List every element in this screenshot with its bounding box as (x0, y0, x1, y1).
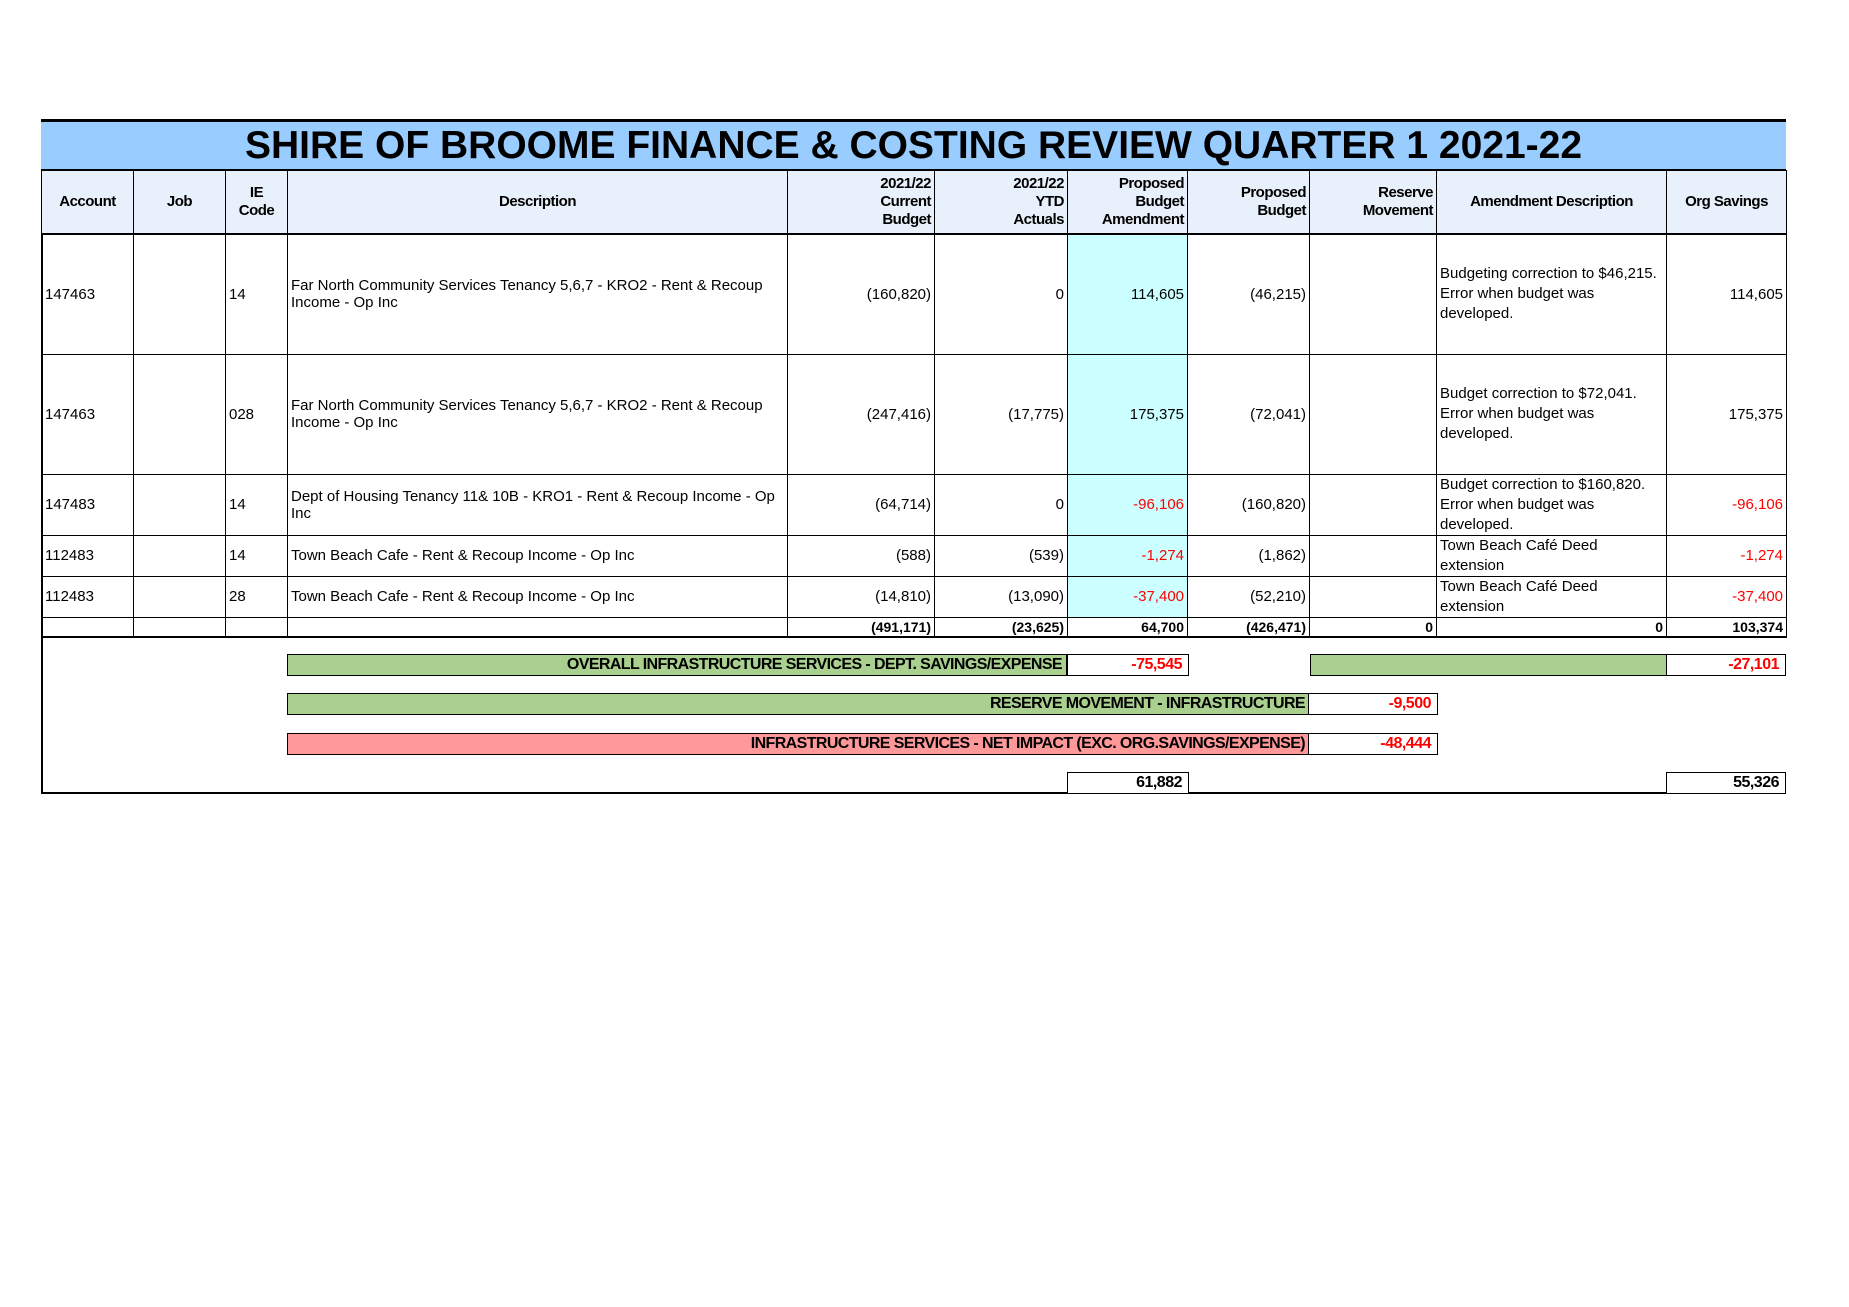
cell-amendment-description[interactable]: Budgeting correction to $46,215. Error when budget was developed. (1437, 234, 1667, 354)
cell-reserve-movement[interactable] (1310, 576, 1437, 617)
cell-empty[interactable] (288, 617, 788, 637)
net-impact-value[interactable]: -48,444 (1308, 733, 1438, 755)
cell-amendment[interactable]: -96,106 (1068, 474, 1188, 535)
total-current-budget[interactable]: (491,171) (788, 617, 935, 637)
cell-reserve-movement[interactable] (1310, 535, 1437, 576)
total-org-savings[interactable]: 103,374 (1667, 617, 1787, 637)
header-proposed-amendment: Proposed Budget Amendment (1068, 171, 1188, 235)
cell-current-budget[interactable]: (64,714) (788, 474, 935, 535)
cell-org-savings[interactable]: -1,274 (1667, 535, 1787, 576)
table-row (42, 576, 1787, 617)
cell-reserve-movement[interactable] (1310, 474, 1437, 535)
overall-savings-value[interactable]: -75,545 (1067, 654, 1189, 676)
cell-org-savings[interactable]: -96,106 (1667, 474, 1787, 535)
cell-ytd-actuals[interactable]: 0 (935, 234, 1068, 354)
overall-org-value[interactable]: -27,101 (1666, 654, 1786, 676)
cell-ytd-actuals[interactable]: (17,775) (935, 354, 1068, 474)
cell-ie-code[interactable]: 14 (226, 535, 288, 576)
cell-amendment[interactable]: 114,605 (1068, 234, 1188, 354)
cell-ie-code[interactable]: 28 (226, 576, 288, 617)
header-row (42, 171, 1787, 235)
cell-job[interactable] (134, 535, 226, 576)
cell-empty[interactable] (42, 617, 134, 637)
cell-proposed-budget[interactable]: (46,215) (1188, 234, 1310, 354)
table-row (42, 535, 1787, 576)
cell-current-budget[interactable]: (160,820) (788, 234, 935, 354)
cell-account[interactable]: 112483 (42, 576, 134, 617)
cell-empty[interactable] (134, 617, 226, 637)
header-proposed-budget: Proposed Budget (1188, 171, 1310, 235)
totals-row (42, 617, 1787, 637)
cell-proposed-budget[interactable]: (52,210) (1188, 576, 1310, 617)
cell-description[interactable]: Town Beach Cafe - Rent & Recoup Income - Op Inc (288, 535, 788, 576)
cell-job[interactable] (134, 474, 226, 535)
table-row (42, 474, 1787, 535)
header-ie-code: IE Code (226, 171, 288, 235)
sheet-title: SHIRE OF BROOME FINANCE & COSTING REVIEW QUARTER 1 2021-22 (41, 119, 1786, 170)
final-amendment-value[interactable]: 61,882 (1067, 772, 1189, 794)
cell-ie-code[interactable]: 14 (226, 474, 288, 535)
header-org-savings: Org Savings (1667, 171, 1787, 235)
cell-amendment-description[interactable]: Budget correction to $72,041. Error when budget was developed. (1437, 354, 1667, 474)
cell-current-budget[interactable]: (588) (788, 535, 935, 576)
cell-amendment[interactable]: -1,274 (1068, 535, 1188, 576)
cell-proposed-budget[interactable]: (160,820) (1188, 474, 1310, 535)
cell-org-savings[interactable]: 114,605 (1667, 234, 1787, 354)
cell-account[interactable]: 147483 (42, 474, 134, 535)
cell-ytd-actuals[interactable]: 0 (935, 474, 1068, 535)
net-impact-label: INFRASTRUCTURE SERVICES - NET IMPACT (EXC. ORG.SAVINGS/EXPENSE) (287, 733, 1310, 755)
header-ytd-actuals: 2021/22 YTD Actuals (935, 171, 1068, 235)
overall-savings-label: OVERALL INFRASTRUCTURE SERVICES - DEPT. SAVINGS/EXPENSE (287, 654, 1067, 676)
header-job: Job (134, 171, 226, 235)
cell-job[interactable] (134, 576, 226, 617)
overall-org-bar (1310, 654, 1668, 676)
table-row (42, 234, 1787, 354)
cell-current-budget[interactable]: (247,416) (788, 354, 935, 474)
total-reserve-movement[interactable]: 0 (1310, 617, 1437, 637)
total-amendment-description[interactable]: 0 (1437, 617, 1667, 637)
reserve-movement-label: RESERVE MOVEMENT - INFRASTRUCTURE (287, 693, 1310, 715)
cell-amendment[interactable]: -37,400 (1068, 576, 1188, 617)
cell-proposed-budget[interactable]: (1,862) (1188, 535, 1310, 576)
header-current-budget: 2021/22 Current Budget (788, 171, 935, 235)
cell-account[interactable]: 147463 (42, 234, 134, 354)
header-description: Description (288, 171, 788, 235)
cell-reserve-movement[interactable] (1310, 234, 1437, 354)
cell-org-savings[interactable]: 175,375 (1667, 354, 1787, 474)
reserve-movement-value[interactable]: -9,500 (1308, 693, 1438, 715)
total-ytd-actuals[interactable]: (23,625) (935, 617, 1068, 637)
cell-job[interactable] (134, 234, 226, 354)
final-org-savings-value[interactable]: 55,326 (1666, 772, 1786, 794)
total-amendment[interactable]: 64,700 (1068, 617, 1188, 637)
cell-amendment[interactable]: 175,375 (1068, 354, 1188, 474)
cell-account[interactable]: 112483 (42, 535, 134, 576)
cell-description[interactable]: Far North Community Services Tenancy 5,6,7 - KRO2 - Rent & Recoup Income - Op Inc (288, 354, 788, 474)
cell-empty[interactable] (226, 617, 288, 637)
cell-description[interactable]: Town Beach Cafe - Rent & Recoup Income - Op Inc (288, 576, 788, 617)
cell-org-savings[interactable]: -37,400 (1667, 576, 1787, 617)
cell-account[interactable]: 147463 (42, 354, 134, 474)
cell-ie-code[interactable]: 14 (226, 234, 288, 354)
header-account: Account (42, 171, 134, 235)
cell-amendment-description[interactable]: Town Beach Café Deed extension (1437, 535, 1667, 576)
cell-description[interactable]: Dept of Housing Tenancy 11& 10B - KRO1 - Rent & Recoup Income - Op Inc (288, 474, 788, 535)
table-row (42, 354, 1787, 474)
cell-reserve-movement[interactable] (1310, 354, 1437, 474)
cell-ytd-actuals[interactable]: (13,090) (935, 576, 1068, 617)
header-amendment-description: Amendment Description (1437, 171, 1667, 235)
total-proposed-budget[interactable]: (426,471) (1188, 617, 1310, 637)
cell-job[interactable] (134, 354, 226, 474)
cell-proposed-budget[interactable]: (72,041) (1188, 354, 1310, 474)
header-reserve-movement: Reserve Movement (1310, 171, 1437, 235)
cell-description[interactable]: Far North Community Services Tenancy 5,6,7 - KRO2 - Rent & Recoup Income - Op Inc (288, 234, 788, 354)
cell-ie-code[interactable]: 028 (226, 354, 288, 474)
cell-amendment-description[interactable]: Town Beach Café Deed extension (1437, 576, 1667, 617)
budget-table (41, 170, 1787, 638)
cell-amendment-description[interactable]: Budget correction to $160,820. Error when budget was developed. (1437, 474, 1667, 535)
cell-current-budget[interactable]: (14,810) (788, 576, 935, 617)
cell-ytd-actuals[interactable]: (539) (935, 535, 1068, 576)
